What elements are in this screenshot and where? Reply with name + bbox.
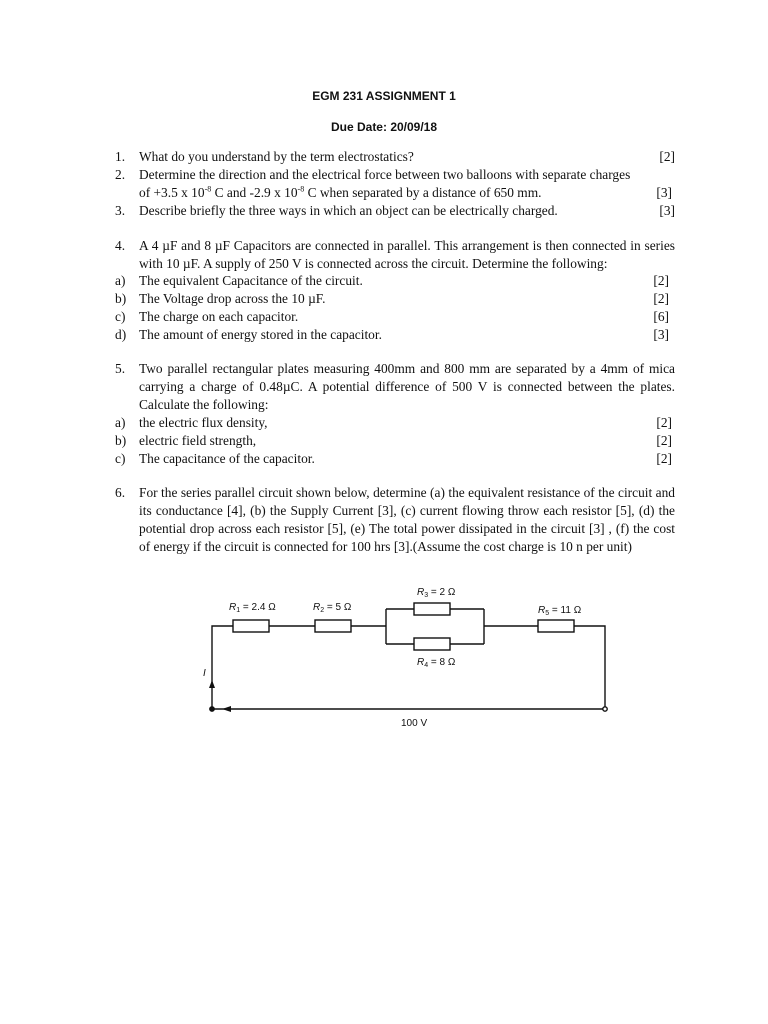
- part-text: electric field strength,: [139, 433, 257, 448]
- question-text: A 4 µF and 8 µF Capacitors are connected in parallel. This arrangement is then connected in series with 10 µF. A supply of 250 V is connected across the circuit. Determine the following:: [139, 238, 675, 271]
- question-marks: [3]: [656, 185, 672, 200]
- label-voltage: 100 V: [401, 718, 428, 729]
- flow-arrow-icon: [222, 706, 231, 712]
- question-number: 6.: [115, 485, 126, 500]
- part-text: The capacitance of the capacitor.: [139, 451, 315, 466]
- question-number: 5.: [115, 361, 126, 376]
- label-r3: $R_3 = 2$ Ω: [417, 587, 456, 599]
- part-text: The charge on each capacitor.: [139, 309, 299, 324]
- part-text: the electric flux density,: [139, 415, 268, 430]
- question-text: For the series parallel circuit shown below, determine (a) the equivalent resistance of the circuit and its conductance [4], (b) the Supply Current [3], (c) current flowing throw each resistor [5], (d) the potential drop across each resistor [5], (e) The total power dissipated in the circuit [3] , (f) the cost of energy if the circuit is connected for 100 hrs [3].(Assume the cost charge is 10 n per unit): [139, 485, 675, 554]
- terminal-right: [603, 707, 607, 711]
- label-current: I: [203, 668, 206, 679]
- question-number: 3.: [115, 203, 126, 218]
- part-label: c): [115, 309, 126, 324]
- current-arrow-icon: [209, 680, 215, 688]
- label-r4: $R_4 = 8$ Ω: [417, 657, 456, 669]
- part-marks: [2]: [656, 415, 672, 430]
- wire-right: [574, 626, 605, 707]
- question-text: Two parallel rectangular plates measuring 400mm and 800 mm are separated by a 4mm of mica carrying a charge of 0.48µC. A potential difference of 500 V is connected between the plates. Calculate the following:: [139, 361, 675, 412]
- question-text: What do you understand by the term electrostatics?: [139, 149, 414, 164]
- assignment-title: EGM 231 ASSIGNMENT 1: [312, 89, 456, 103]
- label-r1: $R_1 = 2.4$ Ω: [229, 602, 276, 614]
- resistor-r5: [538, 620, 574, 632]
- part-label: a): [115, 273, 126, 288]
- resistor-r2: [315, 620, 351, 632]
- part-label: c): [115, 451, 126, 466]
- wire-top-left: [212, 626, 233, 709]
- label-r5: $R_5 = 11$ Ω: [538, 605, 582, 617]
- question-marks: [2]: [659, 149, 675, 164]
- question-marks: [3]: [659, 203, 675, 218]
- part-marks: [6]: [653, 309, 669, 324]
- resistor-r3: [414, 603, 450, 615]
- part-marks: [2]: [653, 273, 669, 288]
- part-label: a): [115, 415, 126, 430]
- question-text-line2: of +3.5 x $10^{-8}$ C and -2.9 x $10^{-8}$ C when separated by a distance of 650 mm.: [139, 184, 542, 200]
- part-text: The equivalent Capacitance of the circuit.: [139, 273, 363, 288]
- part-text: The amount of energy stored in the capacitor.: [139, 327, 382, 342]
- part-marks: [3]: [653, 327, 669, 342]
- resistor-r4: [414, 638, 450, 650]
- due-date: Due Date: 20/09/18: [330, 120, 438, 134]
- part-text: The Voltage drop across the 10 µF.: [139, 291, 326, 306]
- part-label: b): [115, 291, 127, 306]
- question-text: Describe briefly the three ways in which an object can be electrically charged.: [139, 203, 558, 218]
- question-text: Determine the direction and the electrical force between two balloons with separate charges: [139, 167, 631, 182]
- terminal-left: [210, 707, 214, 711]
- part-label: b): [115, 433, 127, 448]
- label-r2: $R_2 = 5$ Ω: [313, 602, 352, 614]
- question-number: 1.: [115, 149, 126, 164]
- question-number: 2.: [115, 167, 126, 182]
- part-marks: [2]: [656, 451, 672, 466]
- part-marks: [2]: [653, 291, 669, 306]
- part-marks: [2]: [656, 433, 672, 448]
- part-label: d): [115, 327, 127, 342]
- resistor-r1: [233, 620, 269, 632]
- question-number: 4.: [115, 238, 126, 253]
